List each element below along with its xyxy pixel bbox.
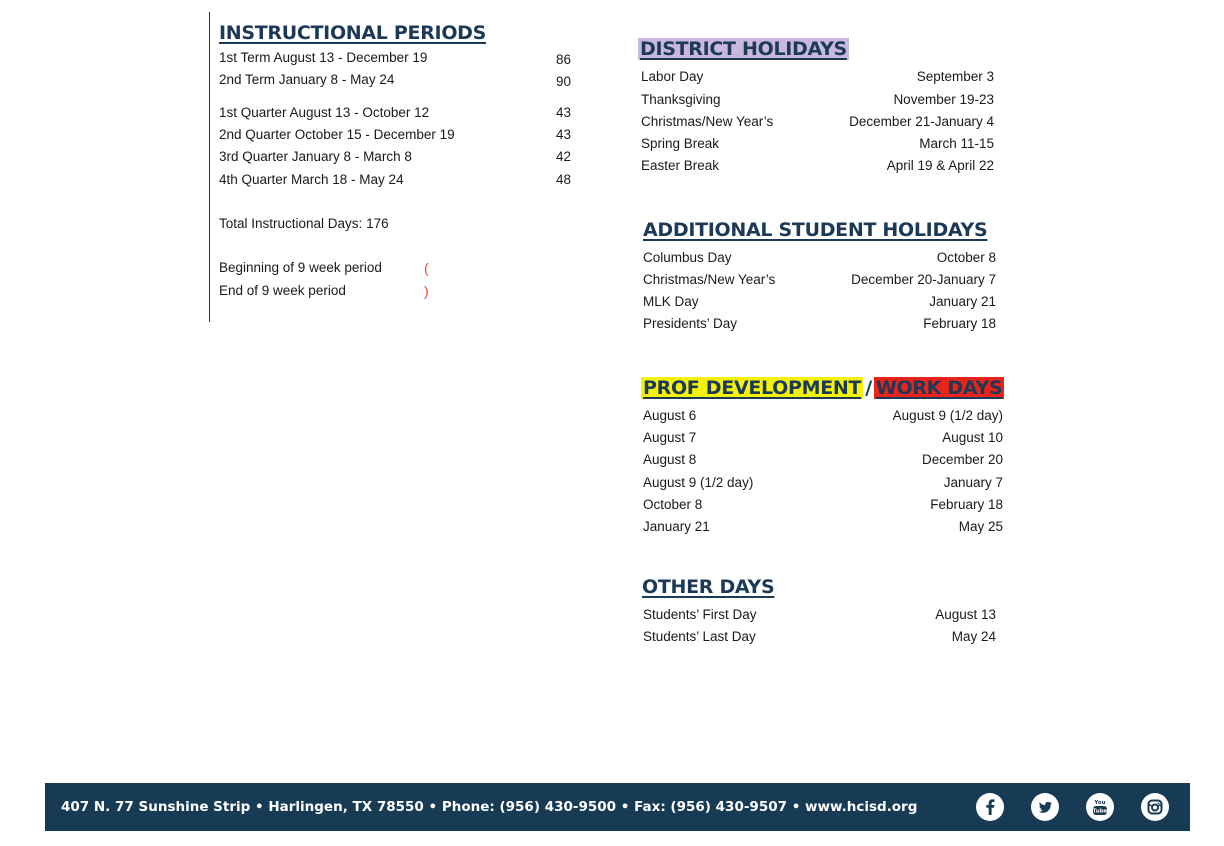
district-holiday-5-date: April 19 & April 22 [886, 158, 994, 173]
prof-development-heading-text: PROF DEVELOPMENT [643, 377, 862, 399]
term-2-days: 90 [555, 74, 571, 89]
district-holiday-1-name: Labor Day [641, 69, 704, 84]
district-holiday-4-name: Spring Break [641, 136, 720, 151]
district-holiday-2-name: Thanksgiving [641, 92, 721, 107]
student-holidays-heading: ADDITIONAL STUDENT HOLIDAYS [643, 219, 988, 241]
work-day-4: January 7 [943, 475, 1003, 490]
youtube-tube-label: Tube [1092, 808, 1108, 815]
student-holiday-3-name: MLK Day [643, 294, 699, 309]
footer-bar [45, 783, 1190, 831]
student-holiday-2-date: December 20-January 7 [851, 272, 996, 287]
prof-dev-work-days-heading [641, 376, 1004, 400]
quarter-4-days: 48 [555, 172, 571, 187]
total-instructional-days: Total Instructional Days: 176 [219, 216, 389, 231]
instagram-icon[interactable] [1141, 793, 1169, 821]
youtube-icon[interactable] [1086, 793, 1114, 821]
quarter-3-days: 42 [555, 149, 571, 164]
legend-beginning-symbol: ( [424, 260, 429, 276]
prof-dev-day-2: August 7 [643, 430, 697, 445]
work-days-heading-text: WORK DAYS [875, 377, 1003, 399]
work-day-3: December 20 [921, 452, 1003, 467]
student-holiday-4-date: February 18 [923, 316, 996, 331]
student-holiday-3-date: January 21 [929, 294, 996, 309]
footer-contact-text: 407 N. 77 Sunshine Strip • Harlingen, TX 78550 • Phone: (956) 430-9500 • Fax: (956) 430-9507 • www.hcisd.org [61, 799, 918, 815]
work-day-1: August 9 (1/2 day) [892, 408, 1003, 423]
student-holiday-4-name: Presidents’ Day [643, 316, 738, 331]
district-holiday-3-date: December 21-January 4 [849, 114, 994, 129]
district-holiday-2-date: November 19-23 [893, 92, 994, 107]
other-days-heading: OTHER DAYS [642, 576, 775, 598]
district-holiday-4-date: March 11-15 [919, 136, 994, 151]
term-2-label: 2nd Term January 8 - May 24 [219, 72, 395, 87]
heading-separator: / [865, 377, 872, 399]
other-day-2-date: May 24 [951, 629, 996, 644]
student-holiday-1-date: October 8 [936, 250, 996, 265]
prof-dev-day-6: January 21 [643, 519, 710, 534]
other-day-1-date: August 13 [935, 607, 996, 622]
quarter-2-label: 2nd Quarter October 15 - December 19 [219, 127, 455, 142]
quarter-1-days: 43 [555, 105, 571, 120]
prof-dev-day-3: August 8 [643, 452, 697, 467]
legend-beginning-label: Beginning of 9 week period [219, 260, 382, 275]
district-holidays-heading [638, 37, 849, 61]
prof-dev-day-5: October 8 [643, 497, 703, 512]
work-day-6: May 25 [958, 519, 1003, 534]
quarter-1-label: 1st Quarter August 13 - October 12 [219, 105, 430, 120]
term-1-days: 86 [555, 52, 571, 67]
quarter-4-label: 4th Quarter March 18 - May 24 [219, 172, 404, 187]
facebook-icon[interactable] [976, 793, 1004, 821]
district-holiday-1-date: September 3 [916, 69, 994, 84]
legend-end-label: End of 9 week period [219, 283, 346, 298]
term-1-label: 1st Term August 13 - December 19 [219, 50, 428, 65]
quarter-3-label: 3rd Quarter January 8 - March 8 [219, 149, 412, 164]
student-holiday-1-name: Columbus Day [643, 250, 732, 265]
legend-end-symbol: ) [424, 283, 429, 299]
twitter-icon[interactable] [1031, 793, 1059, 821]
work-day-2: August 10 [942, 430, 1003, 445]
prof-dev-day-1: August 6 [643, 408, 697, 423]
district-holiday-3-name: Christmas/New Year’s [641, 114, 774, 129]
work-day-5: February 18 [930, 497, 1003, 512]
quarter-2-days: 43 [555, 127, 571, 142]
column-divider [209, 12, 210, 322]
prof-dev-day-4: August 9 (1/2 day) [643, 475, 754, 490]
youtube-you-label: You [1094, 800, 1106, 806]
other-day-1-name: Students’ First Day [643, 607, 757, 622]
district-holidays-heading-text: DISTRICT HOLIDAYS [640, 38, 847, 60]
other-day-2-name: Students’ Last Day [643, 629, 756, 644]
student-holiday-2-name: Christmas/New Year’s [643, 272, 776, 287]
instructional-periods-heading: INSTRUCTIONAL PERIODS [219, 22, 487, 44]
district-holiday-5-name: Easter Break [641, 158, 720, 173]
